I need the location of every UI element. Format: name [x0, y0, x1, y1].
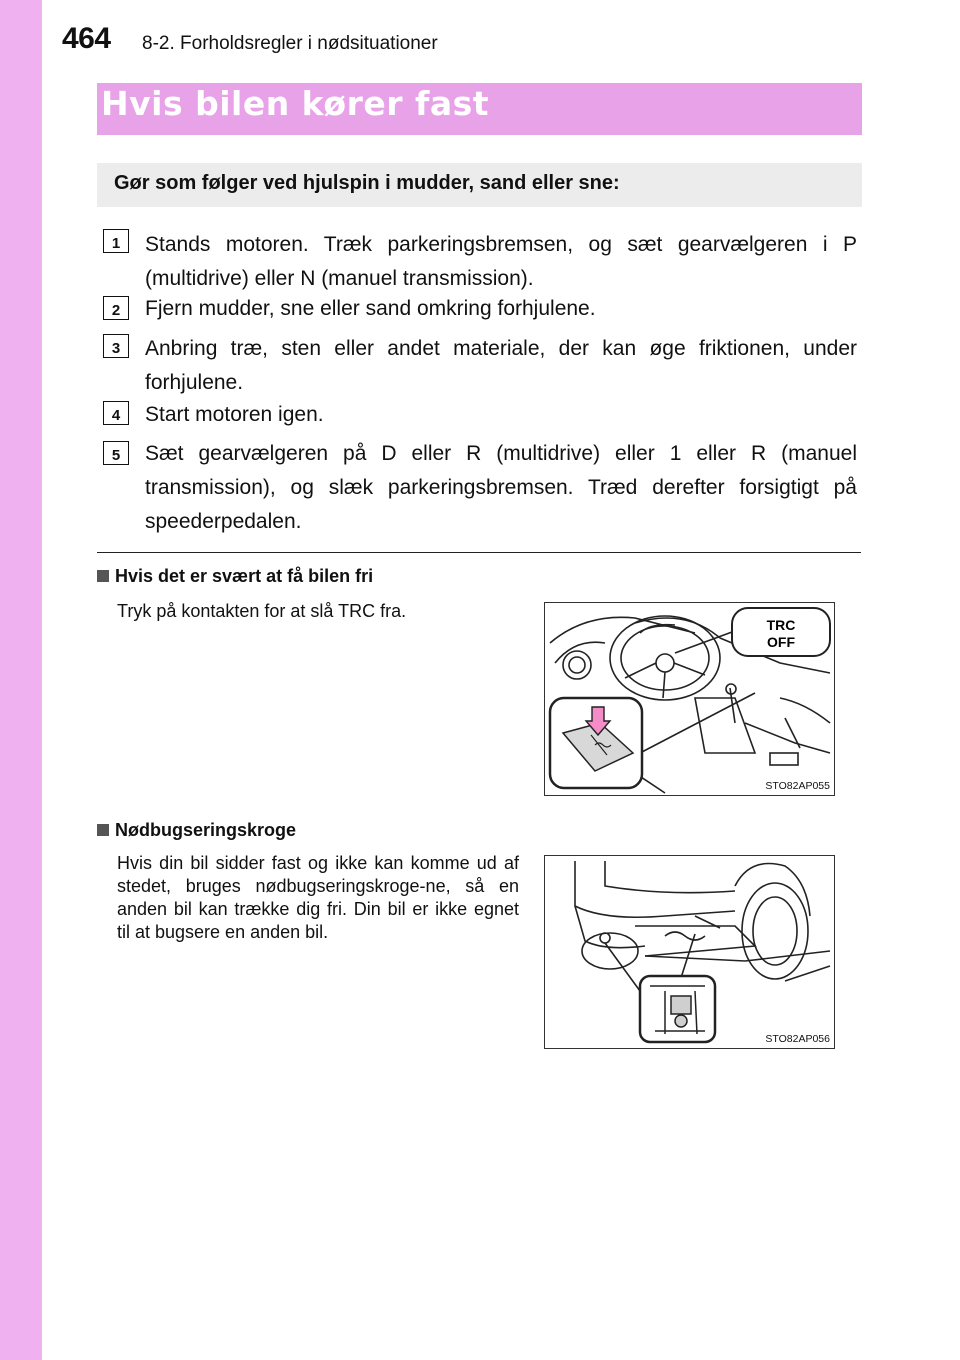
step-number-5: 5 [103, 441, 129, 465]
page-number: 464 [62, 22, 111, 55]
step-number-4: 4 [103, 401, 129, 425]
figure-code: STO82AP056 [765, 1033, 830, 1045]
chapter-heading: 8-2. Forholdsregler i nødsituationer [142, 33, 438, 54]
section-divider [97, 552, 861, 553]
step-text-5: Sæt gearvælgeren på D eller R (multidrive) eller 1 eller R (manuel transmission), og slæk parkeringsbremsen. Træd derefter forsigtigt på speederpedalen. [145, 442, 857, 533]
step-number-3: 3 [103, 334, 129, 358]
side-tab-strip [0, 0, 42, 1360]
step-text-2: Fjern mudder, sne eller sand omkring forhjulene. [145, 297, 596, 320]
rear-underbody-drawing [545, 856, 835, 1049]
step-number-2: 2 [103, 296, 129, 320]
step-number-1: 1 [103, 229, 129, 253]
dashboard-drawing [545, 603, 835, 796]
note-text-tow: Hvis din bil sidder fast og ikke kan komme ud af stedet, bruges nødbugseringskroge-ne, så en anden bil kan trække dig fri. Din bil er ikke egnet til at bugsere en anden bil. [117, 853, 519, 942]
note-heading-trc-text: Hvis det er svært at få bilen fri [115, 566, 374, 586]
trc-switch-illustration [544, 602, 835, 796]
square-bullet-icon [97, 570, 109, 582]
note-heading-trc [97, 566, 373, 587]
figure-code: STO82AP055 [765, 780, 830, 792]
towing-hook-illustration [544, 855, 835, 1049]
step-text-1: Stands motoren. Træk parkeringsbremsen, og sæt gearvælgeren i P (multidrive) eller N (manuel transmission). [145, 233, 857, 290]
step-text-4: Start motoren igen. [145, 403, 324, 426]
note-heading-tow [97, 820, 296, 841]
square-bullet-icon [97, 824, 109, 836]
section-title: Hvis bilen kører fast [101, 84, 490, 123]
note-text-trc: Tryk på kontakten for at slå TRC fra. [117, 601, 407, 621]
trc-label-line2: OFF [767, 634, 795, 650]
trc-label-line1: TRC [766, 617, 796, 633]
note-heading-tow-text: Nødbugseringskroge [115, 820, 297, 840]
subsection-title: Gør som følger ved hjulspin i mudder, sand eller sne: [114, 172, 620, 194]
step-text-3: Anbring træ, sten eller andet materiale, der kan øge friktionen, under forhjulene. [145, 337, 857, 394]
